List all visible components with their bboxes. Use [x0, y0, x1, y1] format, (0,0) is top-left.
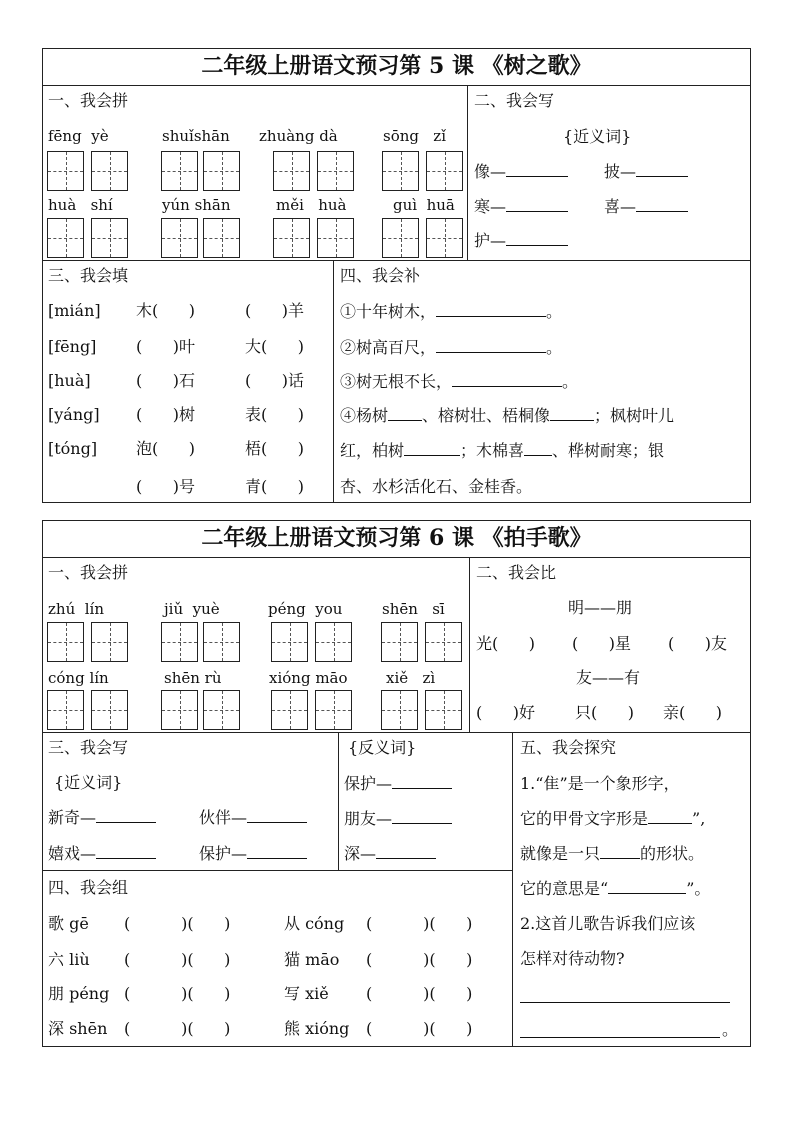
- fill-item[interactable]: ( )叶: [136, 337, 196, 356]
- answer-blank[interactable]: [506, 245, 568, 246]
- pinyin-label: shuǐshān: [162, 127, 230, 145]
- fill-item[interactable]: ( )友: [668, 634, 728, 653]
- writing-cell[interactable]: [91, 690, 128, 730]
- group-paren[interactable]: ( )( ): [124, 914, 231, 933]
- divider: [338, 732, 339, 870]
- pinyin-label: shēn sī: [382, 600, 445, 618]
- writing-cell[interactable]: [203, 151, 240, 191]
- divider: [42, 85, 751, 86]
- answer-blank[interactable]: [648, 823, 692, 824]
- section-heading: 二、我会写: [474, 91, 555, 110]
- fill-item[interactable]: ( )石: [136, 371, 196, 390]
- writing-cell[interactable]: [317, 218, 354, 258]
- pinyin-label: guì huā: [393, 196, 455, 214]
- complete-line: 杏、水杉活化石、金桂香。: [340, 477, 533, 496]
- writing-cell[interactable]: [382, 151, 419, 191]
- pinyin-bracket: [tóng]: [48, 439, 98, 458]
- group-char: 六 liù: [48, 950, 90, 969]
- fill-item[interactable]: 泡( ): [136, 439, 196, 458]
- writing-cell[interactable]: [91, 622, 128, 662]
- writing-cell[interactable]: [47, 151, 84, 191]
- pinyin-label: fēng yè: [48, 127, 109, 145]
- divider: [42, 870, 512, 871]
- answer-blank[interactable]: [436, 352, 546, 353]
- section-heading: 三、我会填: [48, 266, 129, 285]
- group-char: 深 shēn: [48, 1019, 108, 1038]
- pinyin-bracket: [yáng]: [48, 405, 100, 424]
- fill-item[interactable]: ( )话: [245, 371, 305, 390]
- pinyin-bracket: [mián]: [48, 301, 101, 320]
- synonym-item: 喜—: [604, 199, 688, 215]
- writing-cell[interactable]: [161, 218, 198, 258]
- answer-blank[interactable]: [550, 420, 594, 421]
- writing-cell[interactable]: [381, 622, 418, 662]
- pinyin-label: péng you: [268, 600, 343, 618]
- section-heading: 一、我会拼: [48, 563, 129, 582]
- writing-cell[interactable]: [273, 218, 310, 258]
- pinyin-label: xiě zì: [386, 669, 436, 687]
- writing-cell[interactable]: [203, 622, 240, 662]
- group-paren[interactable]: ( )( ): [366, 1019, 473, 1038]
- answer-blank[interactable]: [636, 211, 688, 212]
- divider: [512, 732, 513, 1047]
- section-heading: 四、我会补: [340, 266, 421, 285]
- complete-line: ①十年树木， 。: [340, 302, 563, 321]
- divider: [469, 557, 470, 732]
- explore-line: 它的甲骨文字形是 ”,: [520, 809, 706, 828]
- synonym-item: 寒—: [474, 199, 568, 215]
- explore-line: 1.“隹”是一个象形字，: [520, 774, 680, 793]
- group-paren[interactable]: ( )( ): [366, 950, 473, 969]
- fill-item[interactable]: ( )羊: [245, 301, 305, 320]
- section-heading: 四、我会组: [48, 878, 129, 897]
- compare-pair: 明——朋: [568, 598, 633, 617]
- group-char: 写 xiě: [284, 984, 329, 1003]
- writing-cell[interactable]: [271, 690, 308, 730]
- fill-item[interactable]: 表( ): [245, 405, 305, 424]
- writing-cell[interactable]: [381, 690, 418, 730]
- answer-line[interactable]: [520, 1002, 730, 1003]
- pinyin-label: zhuàng dà: [259, 127, 338, 145]
- divider: [333, 260, 334, 503]
- fill-item[interactable]: ( )星: [572, 634, 632, 653]
- fill-item[interactable]: 木( ): [136, 301, 196, 320]
- synonym-item: 护—: [474, 233, 568, 249]
- subheading: {反义词}: [348, 738, 417, 757]
- answer-blank[interactable]: [524, 455, 552, 456]
- pinyin-label: jiǔ yuè: [164, 600, 220, 618]
- synonym-item: 披—: [604, 164, 688, 180]
- writing-cell[interactable]: [91, 151, 128, 191]
- explore-line: 2.这首儿歌告诉我们应该: [520, 914, 696, 933]
- pinyin-bracket: [huà]: [48, 371, 91, 390]
- pinyin-label: yún shān: [162, 196, 231, 214]
- group-char: 熊 xióng: [284, 1019, 350, 1038]
- writing-cell[interactable]: [273, 151, 310, 191]
- section-heading: 三、我会写: [48, 738, 129, 757]
- fill-item[interactable]: 大( ): [245, 337, 305, 356]
- answer-blank[interactable]: [247, 822, 307, 823]
- synonym-item: 嬉戏—: [48, 846, 156, 862]
- pinyin-label: huà shí: [48, 196, 113, 214]
- answer-blank[interactable]: [247, 858, 307, 859]
- fill-item[interactable]: ( )树: [136, 405, 196, 424]
- complete-line: ③树无根不长， 。: [340, 372, 579, 391]
- answer-blank[interactable]: [404, 455, 460, 456]
- explore-line: 它的意思是“ ”。: [520, 879, 711, 898]
- answer-blank[interactable]: [96, 822, 156, 823]
- writing-cell[interactable]: [47, 218, 84, 258]
- subheading: {近义词}: [563, 127, 632, 146]
- writing-cell[interactable]: [317, 151, 354, 191]
- pinyin-label: měi huà: [276, 196, 347, 214]
- writing-cell[interactable]: [426, 218, 463, 258]
- answer-blank[interactable]: [376, 858, 436, 859]
- pinyin-label: zhú lín: [48, 600, 105, 618]
- pinyin-label: xióng māo: [269, 669, 348, 687]
- writing-cell[interactable]: [203, 218, 240, 258]
- answer-line[interactable]: [520, 1037, 720, 1038]
- group-paren[interactable]: ( )( ): [124, 950, 231, 969]
- writing-cell[interactable]: [315, 622, 352, 662]
- synonym-item: 像—: [474, 164, 568, 180]
- fill-item[interactable]: 只( ): [575, 703, 635, 722]
- divider: [42, 260, 751, 261]
- divider: [467, 85, 468, 260]
- synonym-item: 新奇—: [48, 810, 156, 826]
- answer-blank[interactable]: [392, 788, 452, 789]
- section-heading: 二、我会比: [476, 563, 557, 582]
- writing-cell[interactable]: [47, 622, 84, 662]
- writing-cell[interactable]: [425, 622, 462, 662]
- answer-blank[interactable]: [392, 823, 452, 824]
- answer-blank[interactable]: [636, 176, 688, 177]
- explore-line: 怎样对待动物?: [520, 949, 625, 968]
- group-char: 歌 gē: [48, 914, 89, 933]
- fill-item[interactable]: 亲( ): [663, 703, 723, 722]
- answer-blank[interactable]: [96, 858, 156, 859]
- answer-blank[interactable]: [506, 211, 568, 212]
- lesson5-title: 二年级上册语文预习第 5 课 《树之歌》: [201, 53, 592, 79]
- pinyin-label: shēn rù: [164, 669, 222, 687]
- fill-item[interactable]: ( )好: [476, 703, 536, 722]
- complete-line: ④杨树 、榕树壮、梧桐像 ；枫树叶儿: [340, 406, 675, 425]
- answer-blank[interactable]: [388, 420, 422, 421]
- compare-pair: 友——有: [576, 668, 641, 687]
- section-heading: 一、我会拼: [48, 91, 129, 110]
- pinyin-label: sōng zǐ: [383, 127, 446, 145]
- writing-cell[interactable]: [271, 622, 308, 662]
- explore-line: 就像是一只 的形状。: [520, 844, 705, 863]
- answer-blank[interactable]: [608, 893, 686, 894]
- complete-line: ②树高百尺， 。: [340, 338, 563, 357]
- pinyin-label: cóng lín: [48, 669, 109, 687]
- lesson6-title: 二年级上册语文预习第 6 课 《拍手歌》: [201, 525, 592, 551]
- writing-cell[interactable]: [91, 218, 128, 258]
- writing-cell[interactable]: [426, 151, 463, 191]
- writing-cell[interactable]: [161, 151, 198, 191]
- group-char: 从 cóng: [284, 914, 345, 933]
- divider: [42, 557, 751, 558]
- fill-item[interactable]: 光( ): [476, 634, 536, 653]
- synonym-item: 保护—: [199, 846, 307, 862]
- group-char: 猫 māo: [284, 950, 340, 969]
- writing-cell[interactable]: [47, 690, 84, 730]
- writing-cell[interactable]: [203, 690, 240, 730]
- synonym-item: 伙伴—: [199, 810, 307, 826]
- answer-blank[interactable]: [452, 386, 562, 387]
- group-char: 朋 péng: [48, 984, 110, 1003]
- period: 。: [722, 1020, 739, 1039]
- group-paren[interactable]: ( )( ): [124, 984, 231, 1003]
- answer-blank[interactable]: [600, 858, 640, 859]
- fill-item[interactable]: 青( ): [245, 477, 305, 496]
- writing-cell[interactable]: [161, 690, 198, 730]
- fill-item[interactable]: 梧( ): [245, 439, 305, 458]
- fill-item[interactable]: ( )号: [136, 477, 196, 496]
- antonym-item: 保护—: [344, 776, 452, 792]
- writing-cell[interactable]: [315, 690, 352, 730]
- answer-blank[interactable]: [506, 176, 568, 177]
- group-paren[interactable]: ( )( ): [366, 984, 473, 1003]
- complete-line: 红，柏树 ；木棉喜 、桦树耐寒；银: [340, 441, 665, 460]
- group-paren[interactable]: ( )( ): [366, 914, 473, 933]
- subheading: {近义词}: [54, 773, 123, 792]
- antonym-item: 深—: [344, 846, 436, 862]
- writing-cell[interactable]: [161, 622, 198, 662]
- divider: [42, 732, 751, 733]
- antonym-item: 朋友—: [344, 811, 452, 827]
- writing-cell[interactable]: [382, 218, 419, 258]
- writing-cell[interactable]: [425, 690, 462, 730]
- pinyin-bracket: [fēng]: [48, 337, 97, 356]
- group-paren[interactable]: ( )( ): [124, 1019, 231, 1038]
- answer-blank[interactable]: [436, 316, 546, 317]
- section-heading: 五、我会探究: [520, 738, 617, 757]
